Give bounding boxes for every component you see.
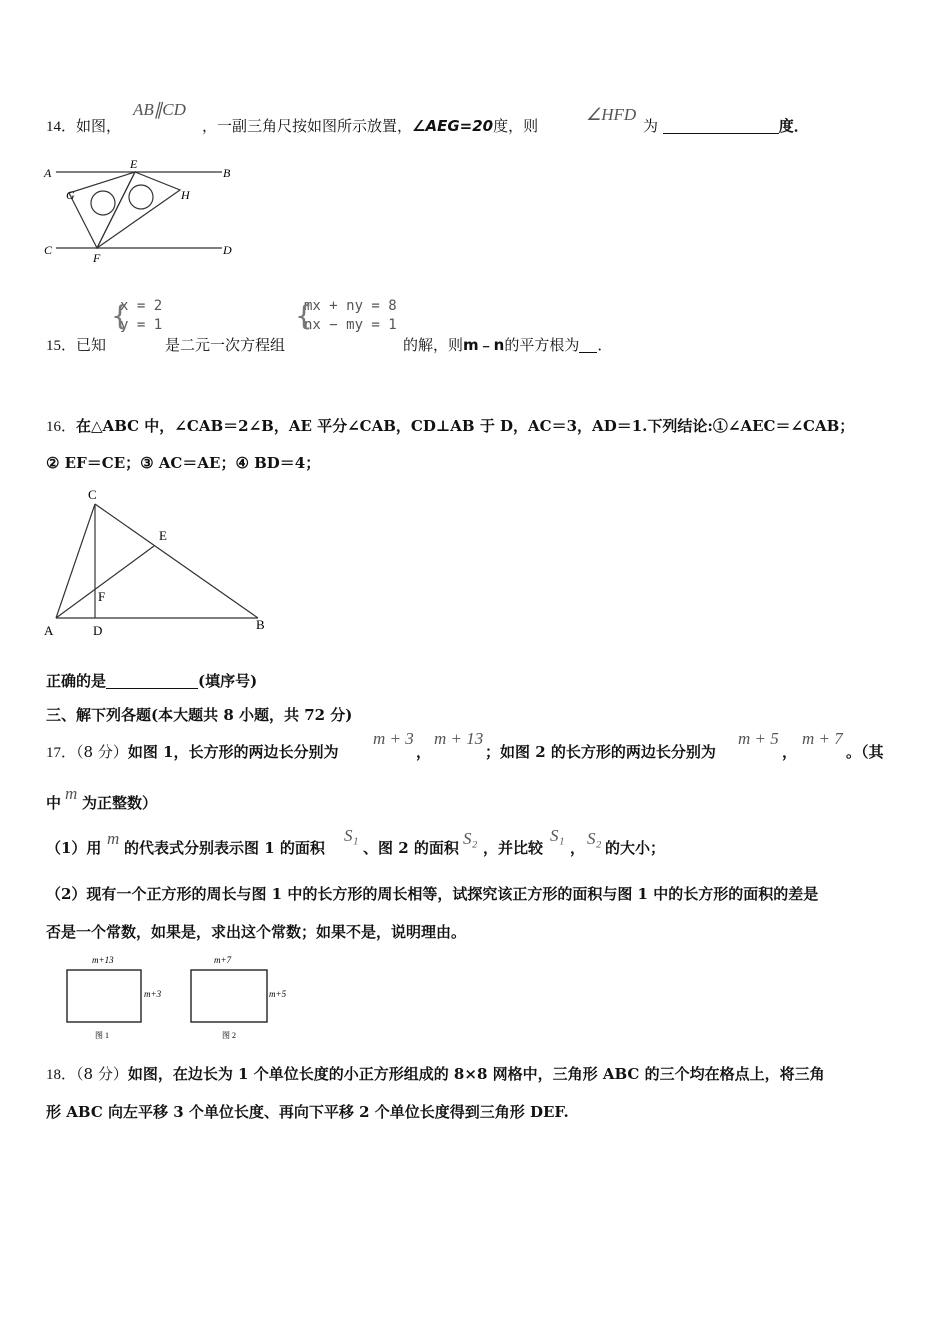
q17-p1-d: ，并比较 bbox=[483, 839, 544, 857]
q14-text-2 bbox=[202, 116, 538, 136]
sol-y: y = 1 bbox=[120, 317, 163, 333]
q17-text-2: ；如图 2 的长方形的两边长分别为 bbox=[485, 743, 716, 761]
q17-math-m7: m + 7 bbox=[802, 729, 843, 748]
q14-text-4: 为 bbox=[643, 117, 659, 135]
q17-p1-a: （1）用 bbox=[46, 839, 102, 857]
q16-line-2: ② EF＝CE；③ AC＝AE；④ BD＝4； bbox=[46, 454, 321, 472]
q14-answer bbox=[643, 116, 809, 136]
q16-answer-text-1: 正确的是 bbox=[46, 672, 107, 690]
q17-p2-line-2: 否是一个常数，如果是，求出这个常数；如果不是，说明理由。 bbox=[46, 923, 467, 941]
eq-2: nx − my = 1 bbox=[304, 317, 397, 333]
label-e: E bbox=[130, 157, 138, 171]
q15-line-end bbox=[403, 335, 612, 355]
q14-math-angle: ∠HFD bbox=[586, 105, 637, 124]
brace: { bbox=[295, 299, 313, 332]
q16-text-1: 在△ABC 中，∠CAB＝2∠B，AE 平分∠CAB，CD⊥AB 于 D，AC＝3，AD＝1.下列结论:①∠AEC＝∠CAB； bbox=[76, 417, 855, 435]
question-number: 14． bbox=[46, 119, 77, 135]
section-title: 三、解下列各题(本大题共 8 小题，共 72 分) bbox=[46, 706, 353, 724]
q17-p1-f: 的大小； bbox=[605, 839, 666, 857]
q15-text-2: 是二元一次方程组 bbox=[165, 336, 286, 354]
q14-line bbox=[46, 116, 121, 137]
brace: { bbox=[111, 299, 129, 332]
circle-right bbox=[129, 185, 153, 209]
q17-math-m3: m + 3 bbox=[373, 729, 414, 748]
q17-line-2-a: 中 bbox=[46, 794, 62, 812]
fig1-top-label: m+13 bbox=[92, 955, 114, 965]
q18-line-2: 形 ABC 向左平移 3 个单位长度、再向下平移 2 个单位长度得到三角形 DEF. bbox=[46, 1103, 569, 1121]
q17-p2-line-1: （2）现有一个正方形的周长与图 1 中的长方形的周长相等，试探究该正方形的面积与图 1 中的长方形的面积的差是 bbox=[46, 885, 819, 903]
label-f: F bbox=[98, 589, 106, 604]
q15-text-5: ． bbox=[597, 336, 613, 354]
q16-figure bbox=[40, 484, 272, 640]
question-number: 15． bbox=[46, 338, 77, 354]
q17-score: （8 分） bbox=[76, 743, 128, 761]
label-c: C bbox=[44, 243, 53, 257]
label-g: G bbox=[66, 188, 75, 202]
q17-figures bbox=[55, 950, 305, 1042]
label-d: D bbox=[93, 623, 103, 638]
q17-p1-s3: S₁ bbox=[550, 826, 565, 845]
label-a: A bbox=[44, 623, 54, 638]
q14-math-parallel: AB∥CD bbox=[133, 100, 186, 119]
q17-p1-b: 的代表式分别表示图 1 的面积 bbox=[124, 839, 325, 857]
q17-math-m13: m + 13 bbox=[434, 729, 484, 748]
segment-cb bbox=[95, 504, 258, 618]
triangle-right bbox=[97, 172, 180, 248]
rectangle-fig-1 bbox=[67, 970, 141, 1022]
q17-math-m: m bbox=[65, 784, 78, 803]
q15-text-1: 已知 bbox=[76, 336, 107, 354]
label-c: C bbox=[88, 487, 97, 502]
label-e: E bbox=[159, 528, 167, 543]
q17-text-3: 。（其 bbox=[846, 743, 884, 761]
q15-text-3: 的解，则 bbox=[403, 336, 464, 354]
q14-text: 如图， bbox=[76, 117, 122, 135]
q17-p1-s4: S₂ bbox=[587, 829, 602, 848]
q17-p1-m: m bbox=[107, 829, 120, 848]
q14-angle: ∠AEG=20 bbox=[412, 117, 494, 135]
answer-blank[interactable] bbox=[663, 117, 779, 134]
q15-line-start bbox=[46, 335, 106, 356]
answer-blank[interactable] bbox=[579, 336, 597, 353]
q18-line-1 bbox=[46, 1064, 825, 1085]
q17-line-2-b: 为正整数） bbox=[82, 794, 158, 812]
segment-ae bbox=[56, 546, 154, 618]
q17-sep-2: ， bbox=[782, 743, 798, 761]
answer-blank[interactable] bbox=[106, 672, 198, 689]
fig1-caption: 图 1 bbox=[95, 1031, 109, 1040]
q18-score: （8 分） bbox=[76, 1065, 128, 1083]
q17-line-1-start bbox=[46, 742, 339, 763]
q14-text-5: 度． bbox=[778, 117, 809, 135]
label-h: H bbox=[181, 188, 190, 202]
q15-text-4: 的平方根为 bbox=[504, 336, 580, 354]
question-number: 16． bbox=[46, 419, 77, 435]
q16-line-1 bbox=[46, 416, 854, 437]
label-b: B bbox=[256, 617, 265, 632]
eq-1: mx + ny = 8 bbox=[304, 298, 397, 314]
q15-equation-system bbox=[296, 297, 397, 335]
label-f: F bbox=[93, 251, 101, 265]
fig1-side-label: m+3 bbox=[144, 989, 162, 999]
label-d: D bbox=[223, 243, 232, 257]
question-number: 17． bbox=[46, 745, 77, 761]
q17-p1-e: ， bbox=[570, 839, 586, 857]
q17-p1-s2: S₂ bbox=[463, 829, 478, 848]
q17-math-m5: m + 5 bbox=[738, 729, 779, 748]
label-b: B bbox=[223, 166, 231, 180]
question-number: 18． bbox=[46, 1067, 77, 1083]
q15-expr: m﹣n bbox=[463, 336, 505, 354]
q15-solution-system bbox=[112, 297, 162, 335]
segment-ac bbox=[56, 504, 95, 618]
triangle-left bbox=[69, 172, 135, 248]
label-a: A bbox=[44, 166, 52, 180]
sol-x: x = 2 bbox=[120, 298, 163, 314]
q17-text-1: 如图 1，长方形的两边长分别为 bbox=[127, 743, 339, 761]
q17-p1-s1: S₁ bbox=[344, 826, 359, 845]
q18-text-1: 如图，在边长为 1 个单位长度的小正方形组成的 8×8 网格中，三角形 ABC 的三个均在格点上，将三角 bbox=[127, 1065, 825, 1083]
q14-text-2a: ，一副三角尺按如图所示放置， bbox=[202, 117, 413, 135]
circle-left bbox=[91, 191, 115, 215]
fig2-top-label: m+7 bbox=[214, 955, 232, 965]
q17-sep-1: ， bbox=[416, 743, 432, 761]
fig2-caption: 图 2 bbox=[222, 1031, 236, 1040]
q17-p1-c: 、图 2 的面积 bbox=[363, 839, 459, 857]
q16-answer-text-2: (填序号) bbox=[198, 672, 258, 690]
fig2-side-label: m+5 bbox=[269, 989, 287, 999]
q16-answer-line bbox=[46, 671, 257, 691]
q14-figure bbox=[40, 155, 240, 267]
rectangle-fig-2 bbox=[191, 970, 267, 1022]
q14-text-3: 度，则 bbox=[493, 117, 539, 135]
